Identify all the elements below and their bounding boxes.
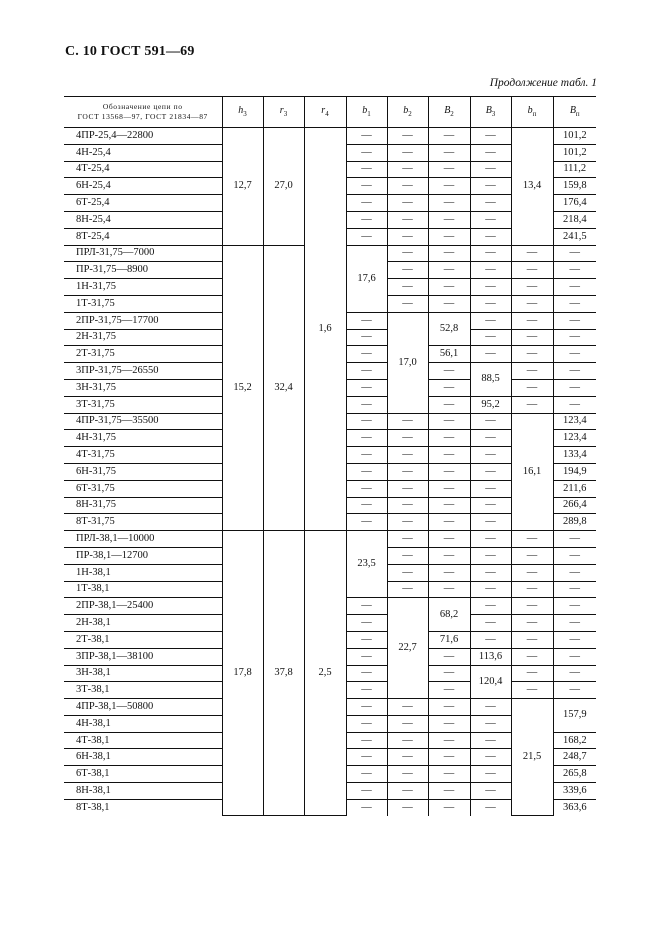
chain-designation: 8Т-25,4: [64, 228, 222, 245]
table-cell: —: [470, 346, 511, 363]
continuation-caption: Продолжение табл. 1: [489, 77, 597, 89]
chain-dimensions-table: [64, 96, 596, 816]
table-cell: —: [470, 749, 511, 766]
table-cell: —: [511, 564, 553, 581]
table-cell: 133,4: [553, 447, 596, 464]
table-cell: 159,8: [553, 178, 596, 195]
table-cell: —: [470, 564, 511, 581]
table-cell: —: [470, 732, 511, 749]
table-cell: —: [387, 128, 428, 145]
table-cell: —: [346, 749, 387, 766]
table-cell: —: [387, 262, 428, 279]
table-cell: 266,4: [553, 497, 596, 514]
table-cell: —: [470, 128, 511, 145]
table-cell: —: [428, 715, 470, 732]
table-cell: 176,4: [553, 195, 596, 212]
table-cell: —: [553, 379, 596, 396]
table-cell: —: [387, 195, 428, 212]
table-cell: —: [511, 379, 553, 396]
table-cell: —: [428, 144, 470, 161]
chain-designation: 1Н-31,75: [64, 279, 222, 296]
table-cell: —: [470, 547, 511, 564]
table-cell: —: [428, 564, 470, 581]
table-cell: —: [428, 749, 470, 766]
chain-designation: 3ПР-31,75—26550: [64, 363, 222, 380]
table-cell: 120,4: [470, 665, 511, 699]
column-header-h3: $h_3$: [222, 97, 263, 128]
table-cell: —: [470, 514, 511, 531]
table-cell: 211,6: [553, 480, 596, 497]
table-cell: —: [511, 598, 553, 615]
table-cell: —: [553, 363, 596, 380]
table-cell: —: [511, 245, 553, 262]
table-cell: —: [511, 295, 553, 312]
table-cell: 339,6: [553, 783, 596, 800]
designation-header-line1: Обозначение цепи по: [102, 102, 183, 111]
table-cell: 168,2: [553, 732, 596, 749]
page-header: С. 10 ГОСТ 591—69: [65, 44, 195, 59]
table-cell: —: [428, 396, 470, 413]
table-cell: —: [428, 245, 470, 262]
table-cell: —: [470, 430, 511, 447]
table-cell: 56,1: [428, 346, 470, 363]
column-header-B2: $B_2$: [428, 97, 470, 128]
table-cell: 22,7: [387, 598, 428, 699]
table-cell: —: [428, 211, 470, 228]
table-cell: —: [346, 430, 387, 447]
chain-designation: 3Н-31,75: [64, 379, 222, 396]
table-cell: —: [511, 682, 553, 699]
table-cell: —: [470, 799, 511, 815]
table-cell: —: [553, 648, 596, 665]
table-cell: 363,6: [553, 799, 596, 815]
table-cell: —: [428, 648, 470, 665]
table-cell: —: [553, 615, 596, 632]
table-cell: —: [470, 581, 511, 598]
table-cell: —: [470, 295, 511, 312]
chain-designation: 1Т-31,75: [64, 295, 222, 312]
table-cell: —: [553, 312, 596, 329]
table-cell: —: [428, 363, 470, 380]
table-cell: —: [511, 631, 553, 648]
table-cell: —: [428, 195, 470, 212]
column-header-Bn: $B_п$: [553, 97, 596, 128]
table-cell: 52,8: [428, 312, 470, 346]
chain-designation: ПР-31,75—8900: [64, 262, 222, 279]
chain-designation: 3Т-31,75: [64, 396, 222, 413]
table-cell: —: [553, 631, 596, 648]
table-cell: 23,5: [346, 531, 387, 598]
table-cell: —: [387, 430, 428, 447]
table-cell: —: [553, 295, 596, 312]
chain-designation: 2Н-31,75: [64, 329, 222, 346]
chain-designation: 8Т-38,1: [64, 799, 222, 815]
table-cell: —: [387, 413, 428, 430]
table-cell: —: [387, 514, 428, 531]
table-cell: 17,0: [387, 312, 428, 413]
table-cell: —: [511, 262, 553, 279]
table-cell: —: [387, 447, 428, 464]
table-cell: —: [387, 783, 428, 800]
chain-designation: 4Т-31,75: [64, 447, 222, 464]
chain-designation: 4Н-31,75: [64, 430, 222, 447]
chain-designation: 3Т-38,1: [64, 682, 222, 699]
table-cell: —: [346, 228, 387, 245]
table-cell: —: [428, 379, 470, 396]
table-cell: —: [470, 447, 511, 464]
table-cell: 13,4: [511, 128, 553, 246]
table-cell: —: [428, 799, 470, 815]
table-cell: —: [387, 279, 428, 296]
chain-designation: 4ПР-31,75—35500: [64, 413, 222, 430]
table-cell: 111,2: [553, 161, 596, 178]
table-cell: —: [511, 312, 553, 329]
chain-designation: 6Н-38,1: [64, 749, 222, 766]
table-cell: —: [553, 245, 596, 262]
table-cell: —: [387, 245, 428, 262]
table-cell: —: [553, 329, 596, 346]
table-cell: —: [470, 480, 511, 497]
table-cell: —: [470, 161, 511, 178]
table-cell: —: [470, 463, 511, 480]
table-cell: —: [511, 665, 553, 682]
table-cell: —: [428, 279, 470, 296]
table-cell: —: [346, 128, 387, 145]
chain-designation: 3ПР-38,1—38100: [64, 648, 222, 665]
chain-designation: 6Т-31,75: [64, 480, 222, 497]
table-cell: —: [511, 531, 553, 548]
table-cell: 15,2: [222, 245, 263, 531]
table-cell: —: [511, 329, 553, 346]
table-cell: 17,8: [222, 531, 263, 816]
table-cell: —: [428, 430, 470, 447]
table-cell: —: [346, 715, 387, 732]
table-cell: —: [346, 480, 387, 497]
table-cell: —: [346, 161, 387, 178]
table-cell: —: [387, 547, 428, 564]
table-cell: 2,5: [304, 531, 346, 816]
table-cell: —: [470, 144, 511, 161]
table-cell: —: [428, 463, 470, 480]
table-cell: —: [346, 144, 387, 161]
table-cell: —: [511, 547, 553, 564]
table-cell: —: [470, 413, 511, 430]
table-cell: —: [387, 161, 428, 178]
table-cell: 27,0: [263, 128, 304, 246]
table-cell: —: [553, 531, 596, 548]
table-cell: —: [553, 682, 596, 699]
chain-designation: 4Н-38,1: [64, 715, 222, 732]
table-cell: —: [387, 531, 428, 548]
table-cell: —: [428, 665, 470, 682]
table-cell: —: [387, 564, 428, 581]
table-cell: —: [428, 547, 470, 564]
table-cell: —: [346, 699, 387, 716]
table-cell: —: [428, 161, 470, 178]
chain-designation: 8Т-31,75: [64, 514, 222, 531]
table-cell: 37,8: [263, 531, 304, 816]
table-cell: —: [346, 312, 387, 329]
chain-designation: 1Н-38,1: [64, 564, 222, 581]
chain-designation: 2Т-38,1: [64, 631, 222, 648]
table-cell: —: [553, 279, 596, 296]
table-cell: —: [511, 615, 553, 632]
table-cell: —: [387, 211, 428, 228]
table-cell: —: [428, 766, 470, 783]
table-cell: —: [553, 581, 596, 598]
chain-designation: 6Т-25,4: [64, 195, 222, 212]
column-header-r4: $r_4$: [304, 97, 346, 128]
table-cell: —: [470, 195, 511, 212]
table-cell: —: [470, 497, 511, 514]
table-cell: —: [387, 749, 428, 766]
chain-designation: ПРЛ-31,75—7000: [64, 245, 222, 262]
table-cell: —: [346, 178, 387, 195]
table-cell: —: [346, 766, 387, 783]
table-cell: —: [387, 144, 428, 161]
table-cell: —: [428, 178, 470, 195]
table-cell: —: [346, 329, 387, 346]
table-cell: —: [346, 346, 387, 363]
chain-designation: 2Т-31,75: [64, 346, 222, 363]
table-cell: —: [428, 295, 470, 312]
table-cell: —: [428, 531, 470, 548]
table-cell: —: [428, 682, 470, 699]
table-cell: —: [428, 228, 470, 245]
table-cell: —: [428, 128, 470, 145]
table-cell: —: [553, 346, 596, 363]
table-cell: 157,9: [553, 699, 596, 733]
table-cell: —: [470, 312, 511, 329]
column-header-b1: $b_1$: [346, 97, 387, 128]
table-cell: 113,6: [470, 648, 511, 665]
table-cell: —: [346, 631, 387, 648]
table-cell: —: [470, 329, 511, 346]
table-cell: 95,2: [470, 396, 511, 413]
chain-designation: ПРЛ-38,1—10000: [64, 531, 222, 548]
table-cell: 12,7: [222, 128, 263, 246]
chain-designation: 8Н-25,4: [64, 211, 222, 228]
table-cell: 123,4: [553, 430, 596, 447]
chain-designation: 2ПР-31,75—17700: [64, 312, 222, 329]
table-cell: 218,4: [553, 211, 596, 228]
table-cell: —: [511, 581, 553, 598]
chain-designation: 4Т-25,4: [64, 161, 222, 178]
table-cell: 16,1: [511, 413, 553, 531]
table-cell: —: [553, 665, 596, 682]
table-row: [64, 531, 596, 548]
table-row: [64, 128, 596, 145]
table-cell: —: [511, 346, 553, 363]
table-cell: —: [511, 396, 553, 413]
table-cell: —: [428, 581, 470, 598]
column-header-B3: $B_3$: [470, 97, 511, 128]
chain-designation: 3Н-38,1: [64, 665, 222, 682]
table-cell: —: [387, 581, 428, 598]
table-cell: —: [470, 228, 511, 245]
chain-designation: 4Т-38,1: [64, 732, 222, 749]
table-cell: —: [346, 379, 387, 396]
table-cell: —: [387, 295, 428, 312]
table-cell: —: [387, 715, 428, 732]
table-cell: 88,5: [470, 363, 511, 397]
table-cell: —: [387, 463, 428, 480]
table-cell: —: [387, 497, 428, 514]
table-cell: —: [553, 564, 596, 581]
table-cell: —: [346, 732, 387, 749]
table-cell: —: [387, 699, 428, 716]
table-cell: —: [346, 598, 387, 615]
chain-designation: 2Н-38,1: [64, 615, 222, 632]
table-cell: —: [346, 413, 387, 430]
table-cell: 248,7: [553, 749, 596, 766]
table-cell: —: [470, 211, 511, 228]
table-cell: —: [428, 262, 470, 279]
table-cell: 194,9: [553, 463, 596, 480]
chain-designation: 4Н-25,4: [64, 144, 222, 161]
table-cell: —: [553, 598, 596, 615]
table-cell: —: [346, 211, 387, 228]
chain-designation: 6Н-25,4: [64, 178, 222, 195]
table-cell: —: [387, 766, 428, 783]
table-cell: —: [428, 514, 470, 531]
table-cell: —: [470, 178, 511, 195]
chain-designation: 6Т-38,1: [64, 766, 222, 783]
table-cell: —: [428, 447, 470, 464]
table-cell: 101,2: [553, 128, 596, 145]
table-cell: —: [387, 228, 428, 245]
table-cell: —: [511, 648, 553, 665]
designation-header: [64, 97, 222, 128]
table-cell: —: [387, 732, 428, 749]
table-cell: —: [346, 799, 387, 815]
table-cell: —: [470, 783, 511, 800]
table-cell: 123,4: [553, 413, 596, 430]
table-cell: —: [387, 480, 428, 497]
table-cell: 241,5: [553, 228, 596, 245]
table-cell: —: [511, 363, 553, 380]
table-cell: —: [470, 245, 511, 262]
table-cell: 17,6: [346, 245, 387, 312]
table-cell: —: [346, 497, 387, 514]
table-cell: —: [428, 480, 470, 497]
chain-designation: 8Н-31,75: [64, 497, 222, 514]
table-cell: —: [553, 396, 596, 413]
table-cell: —: [470, 715, 511, 732]
column-header-r3: $r_3$: [263, 97, 304, 128]
table-cell: 1,6: [304, 128, 346, 531]
table-cell: —: [346, 665, 387, 682]
designation-header-line2: ГОСТ 13568—97, ГОСТ 21834—87: [77, 112, 208, 121]
table-cell: —: [470, 279, 511, 296]
table-cell: 21,5: [511, 699, 553, 816]
table-cell: —: [428, 699, 470, 716]
table-cell: —: [346, 363, 387, 380]
chain-designation: 8Н-38,1: [64, 783, 222, 800]
chain-designation: 4ПР-25,4—22800: [64, 128, 222, 145]
table-cell: —: [470, 631, 511, 648]
table-cell: —: [428, 497, 470, 514]
table-cell: —: [470, 598, 511, 615]
chain-designation: 4ПР-38,1—50800: [64, 699, 222, 716]
table-cell: —: [346, 783, 387, 800]
table-cell: —: [428, 732, 470, 749]
table-cell: 101,2: [553, 144, 596, 161]
table-cell: —: [346, 615, 387, 632]
table-cell: —: [346, 396, 387, 413]
table-cell: —: [470, 531, 511, 548]
table-cell: —: [553, 547, 596, 564]
table-cell: 32,4: [263, 245, 304, 531]
table-cell: —: [511, 279, 553, 296]
chain-designation: 1Т-38,1: [64, 581, 222, 598]
table-cell: 71,6: [428, 631, 470, 648]
column-header-bn: $b_п$: [511, 97, 553, 128]
table-cell: —: [346, 682, 387, 699]
table-cell: —: [346, 514, 387, 531]
chain-designation: ПР-38,1—12700: [64, 547, 222, 564]
table-cell: —: [387, 178, 428, 195]
table-cell: 68,2: [428, 598, 470, 632]
table-cell: —: [346, 447, 387, 464]
column-header-b2: $b_2$: [387, 97, 428, 128]
table-cell: —: [470, 766, 511, 783]
table-cell: —: [470, 262, 511, 279]
table-cell: —: [346, 195, 387, 212]
table-cell: 289,8: [553, 514, 596, 531]
table-cell: —: [346, 648, 387, 665]
chain-designation: 6Н-31,75: [64, 463, 222, 480]
table-cell: —: [470, 699, 511, 716]
table-cell: —: [428, 783, 470, 800]
table-cell: —: [470, 615, 511, 632]
table-cell: —: [346, 463, 387, 480]
table-cell: —: [387, 799, 428, 815]
table-cell: —: [553, 262, 596, 279]
table-cell: —: [428, 413, 470, 430]
table-cell: 265,8: [553, 766, 596, 783]
chain-designation: 2ПР-38,1—25400: [64, 598, 222, 615]
header-row: [64, 97, 596, 128]
table-body: [64, 128, 596, 816]
